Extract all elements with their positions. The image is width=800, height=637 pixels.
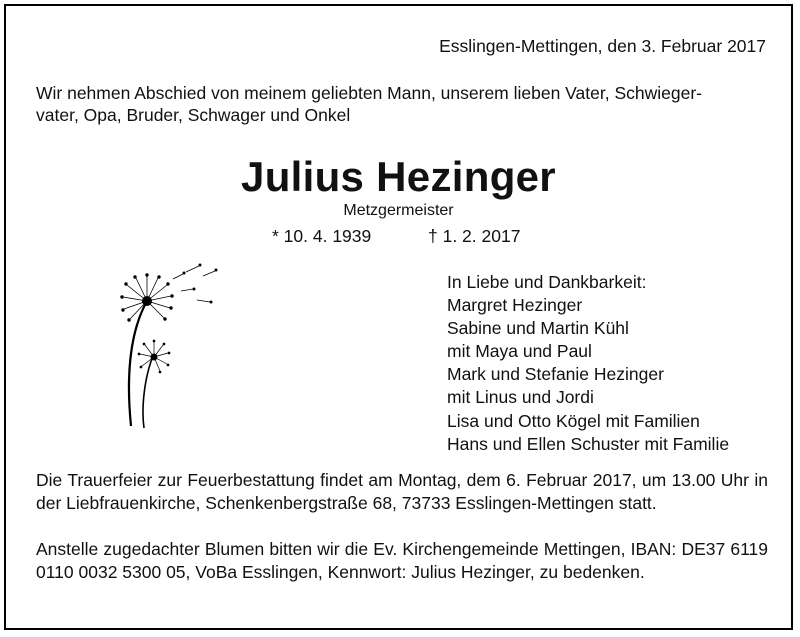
intro-line: vater, Opa, Bruder, Schwager und Onkel [36, 105, 351, 125]
funeral-info: Die Trauerfeier zur Feuerbestattung findet am Montag, dem 6. Februar 2017, um 13.00 Uhr in der Liebfrauenkirche, Schenkenbergstraße 68, 73733 Esslingen-Mettingen statt. [36, 470, 768, 513]
list-item: mit Linus und Jordi [447, 387, 594, 408]
place-date: Esslingen-Mettingen, den 3. Februar 2017 [439, 36, 766, 56]
birth-date: * 10. 4. 1939 [272, 226, 372, 246]
list-item: Sabine und Martin Kühl [447, 318, 629, 339]
death-date: † 1. 2. 2017 [428, 226, 521, 246]
mourners-list [447, 271, 729, 456]
donation-info: Anstelle zugedachter Blumen bitten wir die Ev. Kirchengemeinde Mettingen, IBAN: DE37 6119 0110 0032 5300 05, VoBa Esslingen, Kennwort: Julius Hezinger, zu bedenken. [36, 539, 768, 582]
deceased-name: Julius Hezinger [241, 153, 556, 200]
occupation: Metzgermeister [343, 202, 454, 219]
list-item: Margret Hezinger [447, 295, 583, 316]
list-item: In Liebe und Dankbarkeit: [447, 272, 647, 292]
list-item: Hans und Ellen Schuster mit Familie [447, 433, 730, 454]
intro-text [36, 82, 768, 126]
list-item: Mark und Stefanie Hezinger [447, 364, 664, 385]
intro-line: Wir nehmen Abschied von meinem geliebten Mann, unserem lieben Vater, Schwieger- [36, 83, 702, 103]
obituary-notice [4, 4, 793, 630]
list-item: mit Maya und Paul [447, 341, 592, 362]
dandelion-icon [111, 256, 221, 436]
list-item: Lisa und Otto Kögel mit Familien [447, 410, 700, 431]
